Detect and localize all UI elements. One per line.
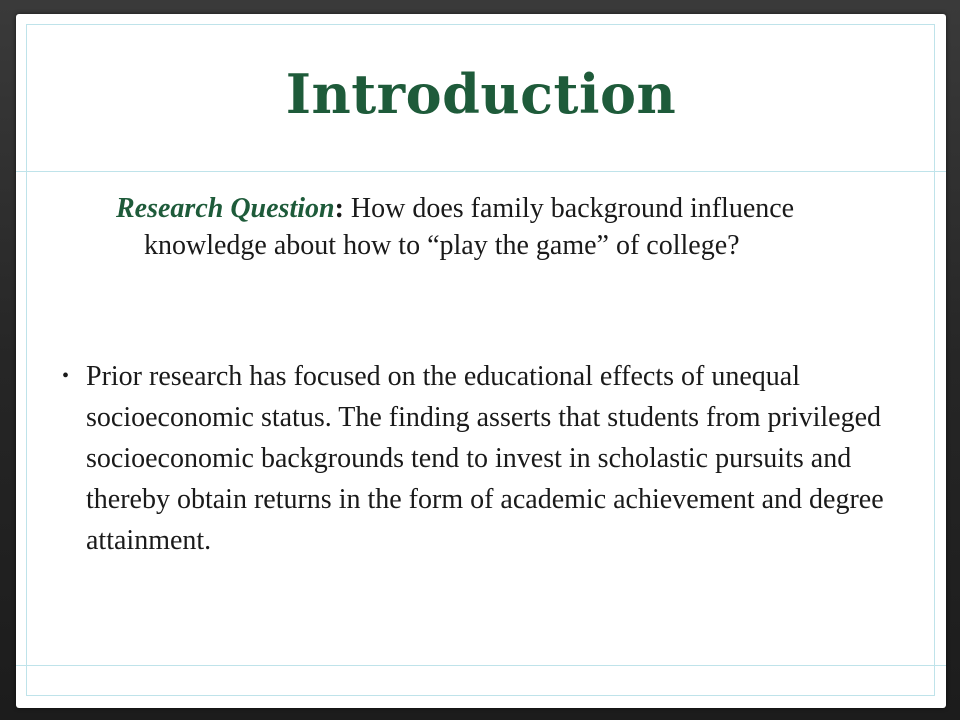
title-divider (16, 171, 946, 172)
research-question-text: How does family background influence knowledge about how to “play the game” of college? (144, 193, 795, 261)
research-question-label: Research Question (116, 193, 335, 224)
research-question (116, 190, 884, 264)
bullet-marker: • (62, 365, 70, 387)
slide (16, 14, 946, 708)
bullet-item (62, 356, 912, 561)
research-question-colon: : (334, 193, 344, 224)
bullet-text: Prior research has focused on the educational effects of unequal socioeconomic status. The finding asserts that students from privileged socioeconomic backgrounds tend to invest in scholastic pursuits and thereby obtain returns in the form of academic achievement and degree attainment. (86, 361, 884, 556)
slide-title: Introduction (285, 62, 677, 126)
footer-divider (16, 665, 946, 666)
bullet-list (62, 356, 912, 561)
